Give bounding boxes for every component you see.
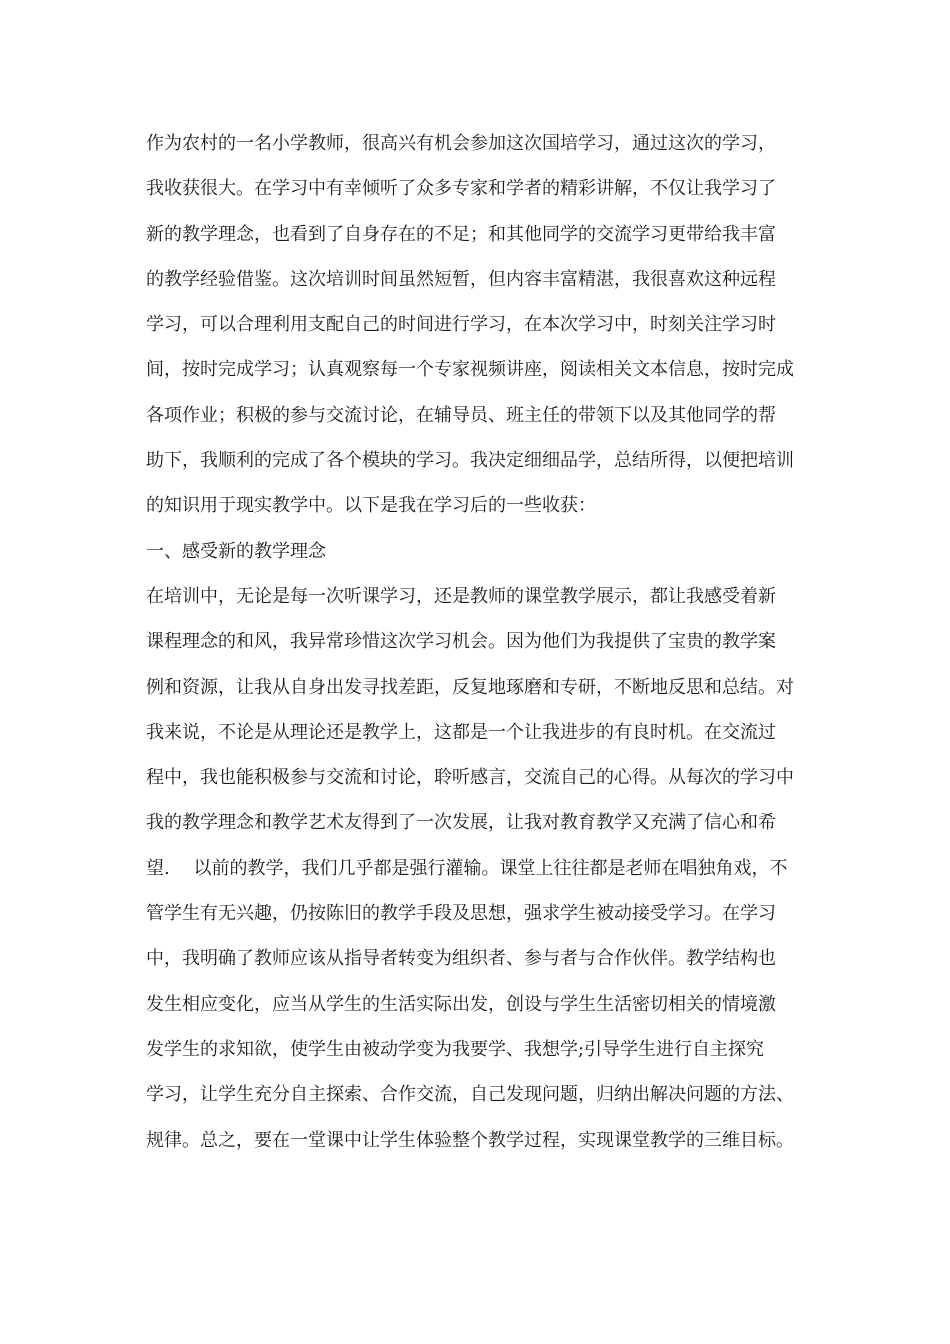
text-line: 管学生有无兴趣，仍按陈旧的教学手段及思想，强求学生被动接受学习。在学习 [146,903,776,925]
text-line: 例和资源，让我从自身出发寻找差距，反复地琢磨和专研，不断地反思和总结。对 [146,676,794,698]
text-line: 望. 以前的教学，我们几乎都是强行灌输。课堂上往往都是老师在唱独角戏，不 [146,857,788,879]
section-heading: 一、感受新的教学理念 [146,540,326,562]
text-line: 我的教学理念和教学艺术友得到了一次发展，让我对教育教学又充满了信心和希 [146,812,776,834]
text-line: 发生相应变化，应当从学生的生活实际出发，创设与学生生活密切相关的情境激 [146,993,776,1015]
text-line: 学习，让学生充分自主探索、合作交流，自己发现问题，归纳出解决问题的方法、 [146,1084,794,1106]
text-line: 的知识用于现实教学中。以下是我在学习后的一些收获： [146,495,596,517]
text-line: 我来说，不论是从理论还是教学上，这都是一个让我进步的有良时机。在交流过 [146,721,776,743]
text-line: 我收获很大。在学习中有幸倾听了众多专家和学者的精彩讲解，不仅让我学习了 [146,178,776,200]
text-line: 发学生的求知欲，使学生由被动学变为我要学、我想学;引导学生进行自主探究 [146,1038,765,1060]
text-line: 间，按时完成学习；认真观察每一个专家视频讲座，阅读相关文本信息，按时完成 [146,359,794,381]
document-body [146,121,826,1163]
text-line: 新的教学理念，也看到了自身存在的不足；和其他同学的交流学习更带给我丰富 [146,223,776,245]
text-line: 助下，我顺利的完成了各个模块的学习。我决定细细品学，总结所得，以便把培训 [146,450,794,472]
text-line: 各项作业；积极的参与交流讨论，在辅导员、班主任的带领下以及其他同学的帮 [146,404,776,426]
text-line: 学习，可以合理利用支配自己的时间进行学习，在本次学习中，时刻关注学习时 [146,314,776,336]
text-line: 中，我明确了教师应该从指导者转变为组织者、参与者与合作伙伴。教学结构也 [146,948,776,970]
text-line: 程中，我也能积极参与交流和讨论，聆听感言，交流自己的心得。从每次的学习中 [146,767,794,789]
text-line: 课程理念的和风，我异常珍惜这次学习机会。因为他们为我提供了宝贵的教学案 [146,631,776,653]
text-line: 在培训中，无论是每一次听课学习，还是教师的课堂教学展示，都让我感受着新 [146,585,776,607]
text-line: 规律。总之，要在一堂课中让学生体验整个教学过程，实现课堂教学的三维目标。 [146,1129,794,1151]
text-line: 作为农村的一名小学教师，很高兴有机会参加这次国培学习，通过这次的学习， [146,133,776,154]
text-line: 的教学经验借鉴。这次培训时间虽然短暂，但内容丰富精湛，我很喜欢这种远程 [146,268,776,290]
